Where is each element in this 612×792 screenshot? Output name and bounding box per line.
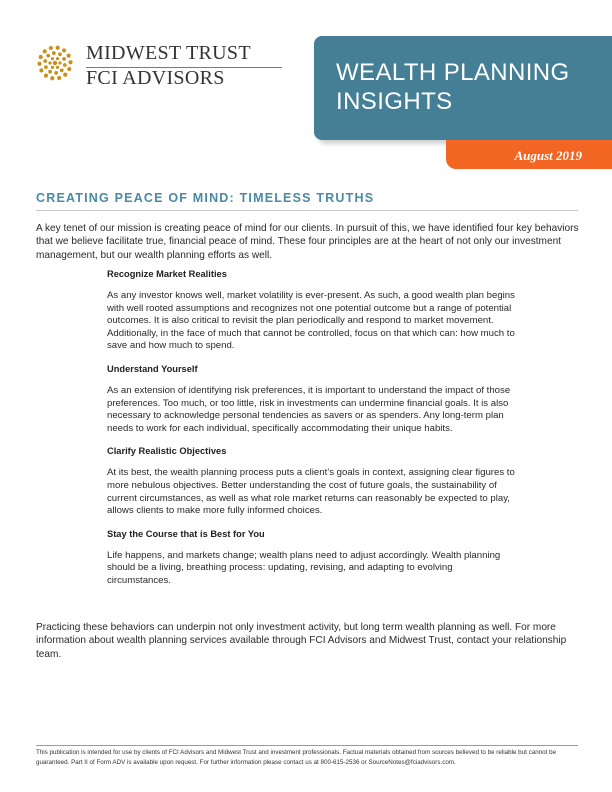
principle-item xyxy=(107,445,517,517)
newsletter-title: WEALTH PLANNING INSIGHTS xyxy=(336,59,570,115)
brand-name-fci-advisors: FCI ADVISORS xyxy=(86,67,225,89)
title-banner xyxy=(314,36,612,140)
intro-paragraph: A key tenet of our mission is creating peace of mind for our clients. In pursuit of this, we have identified four key behaviors that we believe facilitate true, financial peace of mind. These four principles are at the heart of not only our investment management, but our wealth planning efforts as well. xyxy=(36,223,579,261)
logo-dot xyxy=(53,61,57,65)
principle-title: Recognize Market Realities xyxy=(107,269,227,279)
logo-dot xyxy=(44,73,48,77)
logo-dot xyxy=(52,51,56,55)
footer-disclaimer: This publication is intended for use by clients of FCI Advisors and Midwest Trust and investment professionals. Factual materials obtained from sources believed to be reliable but cannot be guaranteed. Part II of Form ADV is available upon request. For further information please contact us at 800-615-2536 or SourceNotes@fciadvisors.com. xyxy=(36,749,557,767)
principle-item xyxy=(107,528,517,588)
logo-dot xyxy=(56,66,59,69)
sunburst-logo-icon xyxy=(34,42,76,84)
logo-dot xyxy=(58,61,61,64)
logo-dot xyxy=(39,68,43,72)
principle-title: Understand Yourself xyxy=(107,363,198,374)
brand-name-midwest-trust: MIDWEST TRUST xyxy=(86,42,251,64)
logo-dot xyxy=(37,62,41,66)
logo-dot xyxy=(62,57,66,61)
logo-dot xyxy=(60,68,64,72)
company-logo xyxy=(34,42,254,92)
logo-dot xyxy=(44,65,48,69)
footer-divider xyxy=(36,745,578,746)
logo-dot xyxy=(63,63,67,67)
principle-title: Clarify Realistic Objectives xyxy=(107,446,227,457)
date-tab xyxy=(446,140,612,169)
logo-dot xyxy=(57,76,61,80)
closing-paragraph: Practicing these behaviors can underpin not only investment activity, but long term wealth planning as well. For more information about wealth planning services available through FCI Advisors and Midwest Trust, contact your relationship team. xyxy=(36,622,567,660)
logo-dot xyxy=(56,46,60,50)
logo-dot xyxy=(50,76,54,80)
logo-dot xyxy=(48,70,52,74)
logo-dot xyxy=(48,61,51,64)
logo-dot xyxy=(62,48,66,52)
logo-dot xyxy=(67,67,71,71)
logo-dot xyxy=(51,57,54,60)
principle-title: Stay the Course that is Best for You xyxy=(107,528,265,539)
logo-dot xyxy=(68,60,72,64)
heading-divider xyxy=(36,210,578,211)
principle-body: At its best, the wealth planning process puts a client’s goals in context, assigning clear figures to more nebulous objectives. Better understanding the cost of future goals, the sustainability of current circumstances, as well as what role market returns can reasonably be expected to play, allows clients to make more fully informed choices. xyxy=(107,467,515,517)
principle-body: As an extension of identifying risk preferences, it is important to understand the impact of those preferences. Too much, or too little, risk in investments can undermine financial goals. It is also necessary to acknowledge personal tendencies as savers or as spenders. Any long-term plan needs to work for each individual, specifically accommodating their unique habits. xyxy=(107,384,511,434)
logo-dot xyxy=(49,46,53,50)
logo-dot xyxy=(46,54,50,58)
logo-dot xyxy=(43,49,47,53)
article-heading: CREATING PEACE OF MIND: TIMELESS TRUTHS xyxy=(36,191,375,205)
logo-dot xyxy=(56,57,59,60)
principle-item xyxy=(107,363,517,435)
principle-item xyxy=(107,268,517,353)
issue-date: August 2019 xyxy=(514,148,582,163)
logo-dot xyxy=(67,54,71,58)
logo-dot xyxy=(63,73,67,77)
principle-body: As any investor knows well, market volatility is ever-present. As such, a good wealth plan begins with well rooted assumptions and recognizes not one potential outcome but a range of potential outcomes. It is also critical to revisit the plan periodically and respond to market movement. Additionally, in the face of much that cannot be controlled, focus on that which can: how much to save and how much to spend. xyxy=(107,290,515,352)
principle-body: Life happens, and markets change; wealth plans need to adjust accordingly. Wealth planning should be a living, breathing process: updating, revising, and adapting to evolving circumstances. xyxy=(107,549,501,586)
logo-dot xyxy=(43,59,47,63)
logo-dot xyxy=(54,71,58,75)
logo-dot xyxy=(51,66,54,69)
principles-list xyxy=(107,268,517,598)
logo-dot xyxy=(58,52,62,56)
logo-dot xyxy=(39,55,43,59)
